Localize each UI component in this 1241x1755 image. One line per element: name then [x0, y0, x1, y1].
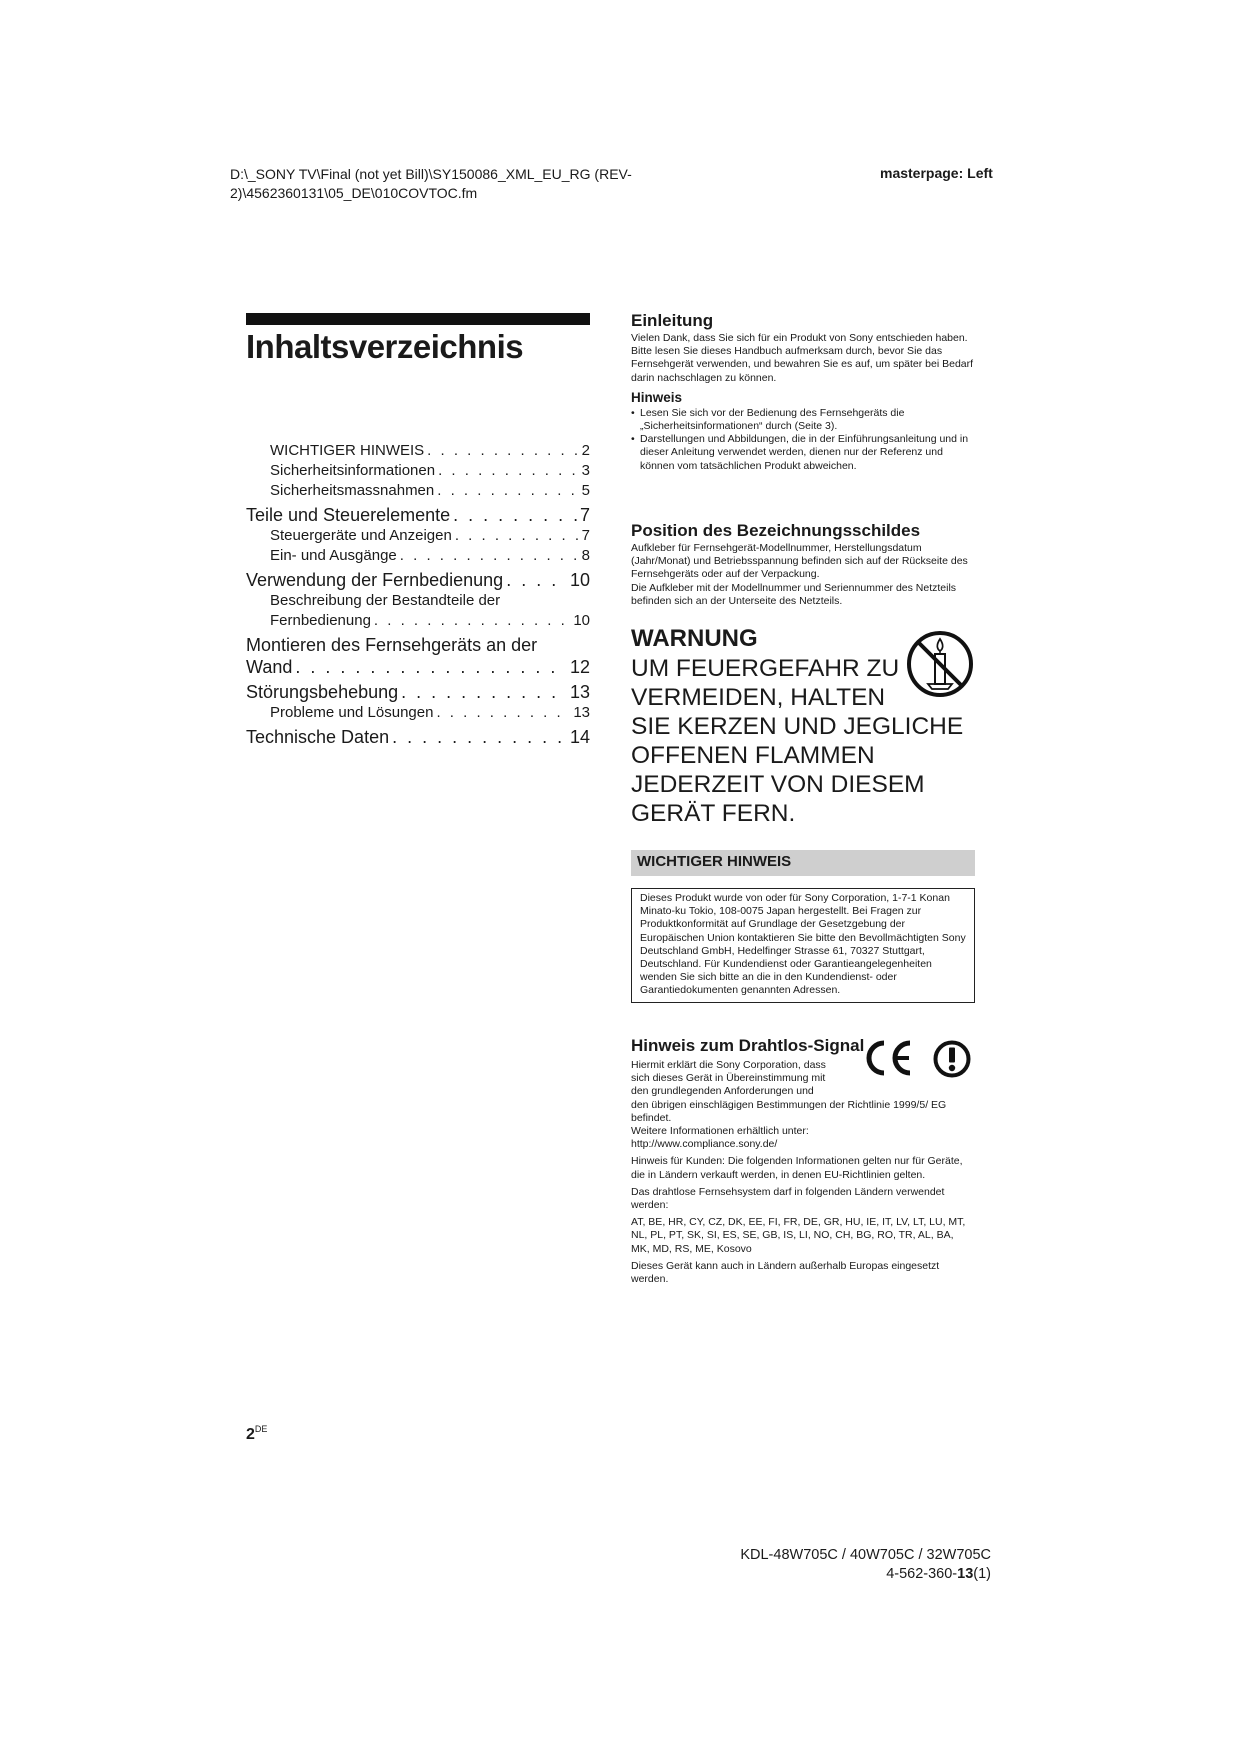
toc-entry[interactable] — [246, 611, 590, 631]
toc-entry-page: 7 — [579, 505, 590, 525]
wichtiger-hinweis-heading-bar — [631, 850, 975, 876]
drahtlos-para1-line: den grundlegenden Anforderungen und — [631, 1085, 814, 1098]
warning-line: OFFENEN FLAMMEN — [631, 742, 875, 769]
toc-entry-label: Wand — [246, 657, 293, 677]
warning-line: VERMEIDEN, HALTEN — [631, 684, 886, 711]
toc-entry-label: Sicherheitsmassnahmen — [270, 482, 435, 499]
document-code-suffix: (1) — [973, 1566, 991, 1582]
toc-entry-label: Ein- und Ausgänge — [270, 547, 397, 564]
toc-entry-label: WICHTIGER HINWEIS — [270, 442, 425, 459]
leader-dots — [437, 481, 578, 501]
toc-entry-label: Verwendung der Fernbedienung — [246, 570, 504, 590]
drahtlos-para3: Hinweis für Kunden: Die folgenden Informationen gelten nur für Geräte, die in Ländern verkauft werden, in denen EU-Richtlinien gelten. — [631, 1155, 963, 1181]
file-path-line1: D:\_SONY TV\Final (not yet Bill)\SY150086_XML_EU_RG (REV- — [230, 166, 632, 182]
drahtlos-para1-rest: den übrigen einschlägigen Bestimmungen der Richtlinie 1999/5/ EG befindet. — [631, 1098, 947, 1124]
file-path — [230, 165, 660, 203]
table-of-contents — [246, 441, 590, 748]
wichtiger-hinweis-text: Dieses Produkt wurde von oder für Sony Corporation, 1-7-1 Konan Minato-ku Tokio, 108-0075 Japan hergestellt. Bei Fragen zur Produktkonformität auf Grundlage der Gesetzgebung der Europäischen Union kontaktieren Sie bitte den Bevollmächtigten Sony Deutschland GmbH, Hedelfinger Strasse 61, 70327 Stuttgart, Deutschland. Für Kundendienst oder Garantieangelegenheiten wenden Sie sich bitte an die in den Kundendienst- oder Garantiedokumenten genannten Adressen. — [640, 892, 966, 997]
toc-entry[interactable] — [246, 726, 590, 748]
toc-entry[interactable] — [246, 461, 590, 481]
toc-entry-label: Störungsbehebung — [246, 682, 399, 702]
toc-entry-page: 10 — [573, 612, 590, 629]
drahtlos-para1-line: Hiermit erklärt die Sony Corporation, dass — [631, 1059, 826, 1071]
drahtlos-para2: Weitere Informationen erhältlich unter: — [631, 1125, 809, 1138]
toc-entry[interactable] — [246, 504, 590, 526]
toc-entry[interactable] — [246, 526, 590, 546]
hinweis-list — [631, 407, 975, 473]
wichtiger-hinweis-box — [631, 888, 975, 1003]
toc-entry-page: 7 — [581, 527, 590, 544]
position-heading: Position des Bezeichnungsschildes — [631, 521, 921, 540]
page-number-suffix: DE — [254, 1424, 268, 1434]
leader-dots — [436, 703, 570, 723]
leader-dots — [374, 611, 570, 631]
toc-entry-page: 14 — [569, 727, 590, 747]
toc-entry-page: 8 — [581, 547, 590, 564]
wichtiger-hinweis-heading: WICHTIGER HINWEIS — [637, 853, 792, 870]
document-code-bold: 13 — [957, 1566, 974, 1582]
toc-entry-page: 12 — [569, 657, 590, 677]
toc-entry[interactable] — [246, 656, 590, 678]
position-para2: Die Aufkleber mit der Modellnummer und Seriennummer des Netzteils befinden sich an der Unterseite des Netzteils. — [631, 581, 957, 607]
toc-entry-page: 10 — [569, 570, 590, 590]
toc-entry-label: Fernbedienung — [270, 612, 371, 629]
leader-dots — [427, 441, 578, 461]
toc-entry-label: Sicherheitsinformationen — [270, 462, 436, 479]
drahtlos-section — [631, 1035, 975, 1286]
toc-entry[interactable] — [246, 681, 590, 703]
leader-dots — [455, 526, 579, 546]
model-numbers: KDL-48W705C / 40W705C / 32W705C — [740, 1547, 991, 1563]
warning-title: WARNUNG — [631, 625, 758, 652]
einleitung-heading: Einleitung — [631, 311, 714, 330]
leader-dots — [506, 569, 567, 591]
toc-entry-label: Probleme und Lösungen — [270, 704, 434, 721]
toc-entry-wrapped-line[interactable]: Montieren des Fernsehgeräts an der — [246, 635, 538, 655]
ce-mark-icon — [862, 1038, 914, 1078]
leader-dots — [401, 681, 567, 703]
toc-entry-wrapped-line[interactable]: Beschreibung der Bestandteile der — [270, 592, 501, 609]
warning-line: SIE KERZEN UND JEGLICHE — [631, 713, 964, 740]
masterpage-label: masterpage: Left — [880, 165, 993, 181]
drahtlos-para4: Das drahtlose Fernsehsystem darf in folgenden Ländern verwendet werden: — [631, 1185, 945, 1212]
toc-entry[interactable] — [246, 546, 590, 566]
einleitung-para2: Bitte lesen Sie dieses Handbuch aufmerksam durch, bevor Sie das Fernsehgerät verwenden, und bewahren Sie es auf, um später bei Bedarf darin nachschlagen zu können. — [631, 345, 974, 384]
compliance-url[interactable]: http://www.compliance.sony.de/ — [631, 1138, 778, 1151]
toc-entry-label: Steuergeräte und Anzeigen — [270, 527, 452, 544]
drahtlos-para1-line: sich dieses Gerät in Übereinstimmung mit — [631, 1072, 826, 1085]
no-candle-icon — [906, 630, 974, 698]
toc-entry-page: 5 — [581, 482, 590, 499]
document-code-prefix: 4-562-360- — [886, 1566, 958, 1582]
einleitung-section — [631, 310, 975, 473]
warning-line: JEDERZEIT VON DIESEM — [631, 771, 925, 798]
position-para1: Aufkleber für Fernsehgerät-Modellnummer, Herstellungsdatum (Jahr/Monat) und Betriebsspannung befinden sich auf der Rückseite des Fernsehgeräts oder auf der Verpackung. — [631, 542, 968, 581]
page-number — [246, 1424, 267, 1444]
toc-entry[interactable] — [246, 703, 590, 723]
toc-title-rule — [246, 313, 590, 325]
toc-entry-page: 13 — [573, 704, 590, 721]
warning-line: GERÄT FERN. — [631, 800, 796, 827]
toc-entry-page: 13 — [569, 682, 590, 702]
toc-entry[interactable] — [246, 441, 590, 461]
toc-title: Inhaltsverzeichnis — [246, 328, 524, 365]
page-number-value: 2 — [246, 1426, 255, 1443]
toc-entry-page: 2 — [581, 442, 590, 459]
hinweis-bullet: • Lesen Sie sich vor der Bedienung des Fernsehgeräts die „Sicherheitsinformationen“ durch (Seite 3). — [631, 407, 975, 433]
position-section — [631, 520, 975, 608]
leader-dots — [400, 546, 579, 566]
leader-dots — [392, 726, 567, 748]
toc-entry[interactable] — [246, 569, 590, 591]
toc-entry-label: Teile und Steuerelemente — [246, 505, 451, 525]
warning-line: UM FEUERGEFAHR ZU — [631, 655, 900, 682]
hinweis-bullet: • Darstellungen und Abbildungen, die in der Einführungsanleitung und in dieser Anleitung verwendet werden, dienen nur der Referenz und können vom tatsächlichen Produkt abweichen. — [631, 433, 975, 473]
toc-entry-label: Technische Daten — [246, 727, 390, 747]
toc-entry[interactable] — [246, 481, 590, 501]
country-list: AT, BE, HR, CY, CZ, DK, EE, FI, FR, DE, GR, HU, IE, IT, LV, LT, LU, MT, NL, PL, PT, SK, SI, ES, SE, GB, IS, LI, NO, CH, BG, RO, TR, AL, BA, MK, MD, RS, ME, Kosovo — [631, 1216, 966, 1255]
drahtlos-heading: Hinweis zum Drahtlos-Signal — [631, 1036, 865, 1055]
hinweis-heading: Hinweis — [631, 389, 683, 405]
alert-circle-icon — [933, 1040, 971, 1078]
file-path-line2: 2)\4562360131\05_DE\010COVTOC.fm — [230, 185, 478, 201]
leader-dots — [438, 461, 579, 481]
document-code — [886, 1566, 991, 1582]
leader-dots — [295, 656, 567, 678]
drahtlos-para5: Dieses Gerät kann auch in Ländern außerhalb Europas eingesetzt werden. — [631, 1259, 940, 1286]
leader-dots — [453, 504, 577, 526]
einleitung-para1: Vielen Dank, dass Sie sich für ein Produkt von Sony entschieden haben. — [631, 332, 968, 344]
toc-entry-page: 3 — [581, 462, 590, 479]
